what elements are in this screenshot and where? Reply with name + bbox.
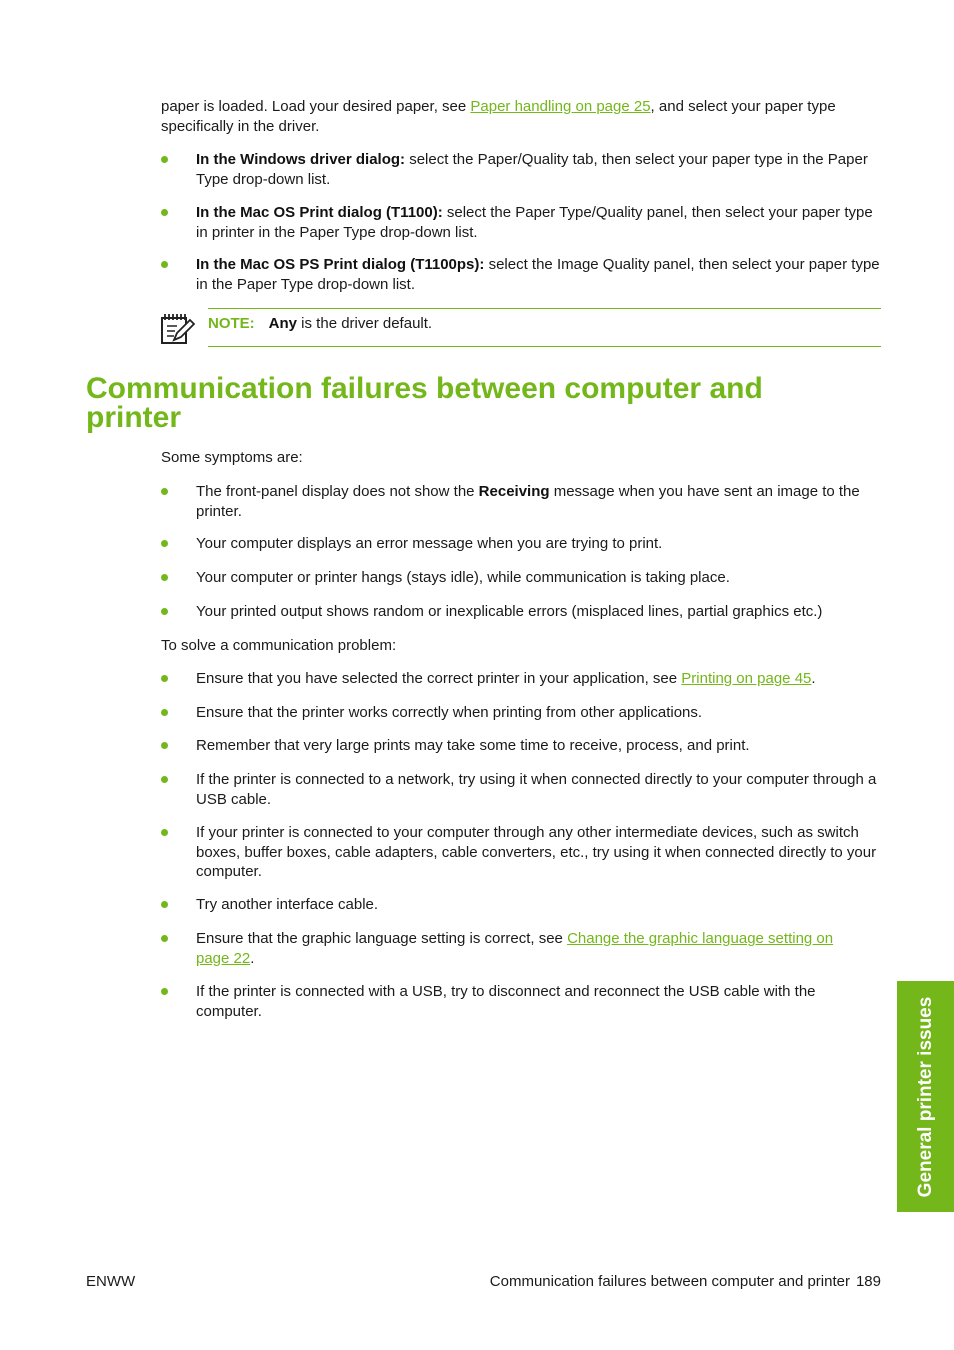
footer-section: Communication failures between computer and printer [489, 1273, 850, 1290]
bullet-icon [161, 935, 168, 942]
list-item [161, 602, 881, 622]
list-item [161, 255, 881, 294]
note-top-rule [208, 308, 881, 309]
list-item [161, 736, 881, 756]
footer-right [490, 1272, 881, 1292]
list-item [161, 770, 881, 809]
bullet-icon [161, 901, 168, 908]
note-body: is the driver default. [297, 315, 433, 332]
bullet-icon [161, 675, 168, 682]
bullet-icon [161, 488, 168, 495]
note-text [208, 314, 432, 334]
section-heading: Communication failures between computer and printer [86, 372, 763, 434]
paper-handling-link[interactable]: Paper handling on page 25 [470, 98, 651, 115]
bullet-text: If your printer is connected to your computer through any other intermediate devices, such as switch boxes, buffer boxes, cable adapters, cable converters, etc., try using it when connected directly to your computer. [196, 824, 877, 880]
bullet-icon [161, 156, 168, 163]
solve-intro: To solve a communication problem: [161, 637, 397, 654]
intro-paragraph [161, 97, 881, 136]
bullet-text: select the Paper Type/Quality panel, then select your paper type in printer in the Paper Type drop-down list. [196, 204, 873, 241]
bullet-text: Your printed output shows random or inexplicable errors (misplaced lines, partial graphics etc.) [196, 603, 823, 620]
bullet-icon [161, 742, 168, 749]
bullet-bold: In the Windows driver dialog: [196, 151, 406, 168]
bullet-text: . [811, 670, 816, 687]
bullet-text: message when you have sent an image to the printer. [196, 483, 860, 520]
bullet-text: Remember that very large prints may take some time to receive, process, and print. [196, 737, 750, 754]
list-item [161, 669, 881, 689]
note-pad-icon [159, 310, 195, 346]
bullet-icon [161, 209, 168, 216]
bullet-icon [161, 574, 168, 581]
footer-left: ENWW [86, 1273, 136, 1290]
list-item [161, 150, 881, 189]
bullet-text: Ensure that you have selected the correct printer in your application, see [196, 670, 682, 687]
list-item [161, 929, 881, 968]
bullet-icon [161, 261, 168, 268]
side-tab-label: General printer issues [914, 996, 936, 1197]
bullet-icon [161, 988, 168, 995]
list-item [161, 203, 881, 242]
page-number: 189 [855, 1273, 881, 1290]
chapter-side-tab [897, 981, 954, 1212]
list-item [161, 895, 881, 915]
bullet-icon [161, 709, 168, 716]
list-item [161, 482, 881, 521]
bullet-text: Your computer or printer hangs (stays idle), while communication is taking place. [196, 569, 730, 586]
bullet-text: Your computer displays an error message when you are trying to print. [196, 535, 663, 552]
bullet-text: Ensure that the printer works correctly when printing from other applications. [196, 704, 703, 721]
bullet-text: select the Image Quality panel, then select your paper type in the Paper Type drop-down list. [196, 256, 880, 293]
bullet-text: If the printer is connected with a USB, try to disconnect and reconnect the USB cable with the computer. [196, 983, 816, 1020]
bullet-bold: Receiving [478, 483, 550, 500]
intro-text-after: , and select your paper type specifically in the driver. [161, 98, 836, 135]
bullet-text: . [250, 949, 255, 967]
note-bottom-rule [208, 346, 881, 347]
bullet-icon [161, 540, 168, 547]
list-item [161, 823, 881, 882]
bullet-bold: In the Mac OS Print dialog (T1100): [196, 204, 443, 221]
note-label: NOTE: [208, 315, 255, 332]
printing-link[interactable]: Printing on page 45 [681, 670, 812, 687]
list-item [161, 568, 881, 588]
list-item [161, 534, 881, 554]
bullet-text: Ensure that the graphic language setting is correct, see [196, 930, 568, 947]
bullet-icon [161, 776, 168, 783]
list-item [161, 703, 881, 723]
note-bold: Any [268, 315, 298, 332]
bullet-text: Try another interface cable. [196, 896, 379, 913]
bullet-text: The front-panel display does not show the [196, 483, 479, 500]
bullet-bold: In the Mac OS PS Print dialog (T1100ps): [196, 256, 485, 273]
intro-text-before: paper is loaded. Load your desired paper, see [161, 98, 471, 115]
bullet-icon [161, 829, 168, 836]
bullet-text: select the Paper/Quality tab, then select your paper type in the Paper Type drop-down list. [196, 151, 868, 188]
symptoms-intro: Some symptoms are: [161, 449, 303, 466]
bullet-text: If the printer is connected to a network, try using it when connected directly to your computer through a USB cable. [196, 771, 877, 808]
list-item [161, 982, 881, 1021]
bullet-icon [161, 608, 168, 615]
graphic-language-link[interactable]: Change the graphic language setting on page 22 [196, 930, 834, 967]
